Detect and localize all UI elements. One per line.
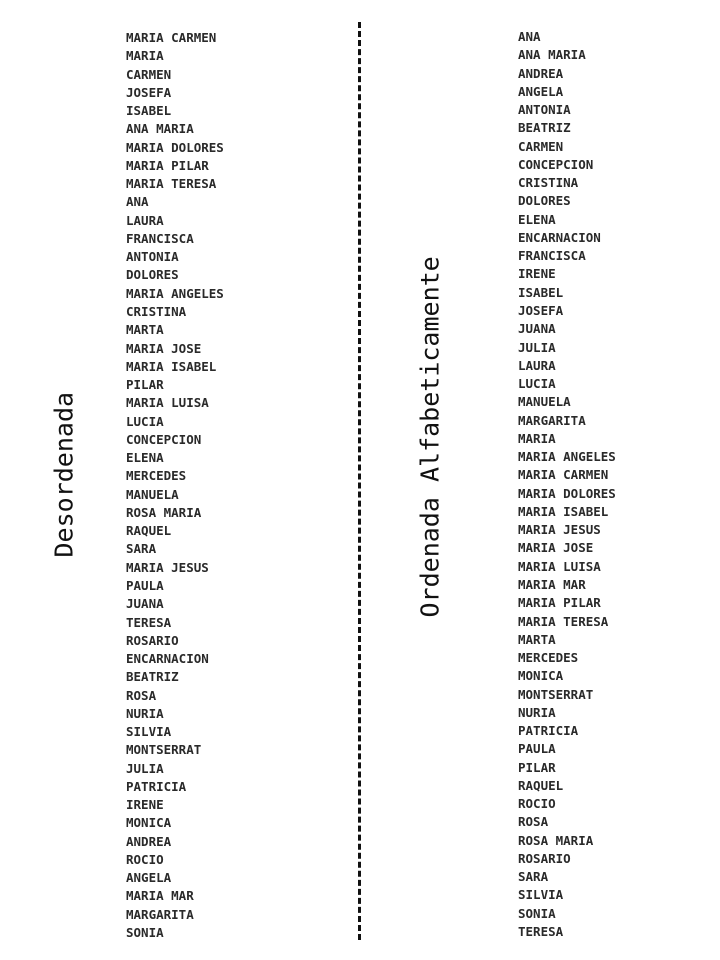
name-list-item: ANA: [126, 194, 149, 210]
name-list-item: IRENE: [518, 266, 556, 282]
name-list-item: SILVIA: [126, 724, 172, 740]
name-list-item: CARMEN: [126, 66, 172, 82]
name-list-item: ELENA: [126, 450, 164, 466]
name-list-item: ANTONIA: [126, 249, 179, 265]
name-list-item: MARIA PILAR: [126, 157, 209, 173]
name-list-item: ROSARIO: [126, 632, 179, 648]
name-list-item: SONIA: [518, 905, 556, 921]
name-list-item: MARIA ANGELES: [518, 449, 616, 465]
name-list-item: FRANCISCA: [126, 230, 194, 246]
name-list-item: MARIA ISABEL: [518, 503, 609, 519]
name-list-item: DOLORES: [126, 267, 179, 283]
name-list-item: SONIA: [126, 925, 164, 941]
name-list-item: BEATRIZ: [518, 120, 571, 136]
name-list-item: MARIA LUISA: [126, 395, 209, 411]
name-list-item: LAURA: [518, 357, 556, 373]
name-list-item: JUANA: [126, 596, 164, 612]
name-list-item: MARIA JESUS: [126, 559, 209, 575]
name-list-item: MANUELA: [126, 486, 179, 502]
name-list-item: PATRICIA: [518, 723, 579, 739]
name-list-item: ENCARNACION: [126, 651, 209, 667]
name-list-item: PATRICIA: [126, 778, 187, 794]
name-list-item: RAQUEL: [126, 523, 172, 539]
name-list-item: MARIA CARMEN: [518, 467, 609, 483]
name-list-item: MARIA DOLORES: [518, 485, 616, 501]
name-list-item: PILAR: [126, 377, 164, 393]
name-list-item: MARIA ANGELES: [126, 285, 224, 301]
name-list-item: ANDREA: [518, 65, 564, 81]
name-list-item: ROCIO: [518, 796, 556, 812]
name-list-item: ANGELA: [126, 870, 172, 886]
name-list-item: TERESA: [518, 924, 564, 940]
name-list-item: MONICA: [518, 668, 564, 684]
name-list-item: RAQUEL: [518, 777, 564, 793]
name-list-item: JUANA: [518, 321, 556, 337]
name-list-item: MONTSERRAT: [126, 742, 202, 758]
dashed-divider: [358, 22, 361, 940]
name-list-item: ISABEL: [126, 103, 172, 119]
name-list-item: JULIA: [126, 760, 164, 776]
name-list-item: ELENA: [518, 211, 556, 227]
name-list-item: MARIA JOSE: [126, 340, 202, 356]
name-list-item: LUCIA: [518, 376, 556, 392]
name-list-item: MARIA ISABEL: [126, 358, 217, 374]
name-list-item: DOLORES: [518, 193, 571, 209]
name-list-item: FRANCISCA: [518, 248, 586, 264]
name-list-item: MARIA TERESA: [518, 613, 609, 629]
name-list-item: ROSA MARIA: [126, 504, 202, 520]
name-list-item: MERCEDES: [126, 468, 187, 484]
name-list-item: ROCIO: [126, 851, 164, 867]
name-list-item: MARIA PILAR: [518, 595, 601, 611]
name-list-item: ANGELA: [518, 83, 564, 99]
name-list-item: ISABEL: [518, 284, 564, 300]
name-list-item: MARIA MAR: [518, 576, 586, 592]
name-list-item: SILVIA: [518, 887, 564, 903]
name-list-item: MARGARITA: [126, 906, 194, 922]
name-list-item: ANDREA: [126, 833, 172, 849]
name-list-item: JULIA: [518, 339, 556, 355]
name-list-item: NURIA: [126, 705, 164, 721]
name-list-item: CONCEPCION: [518, 156, 594, 172]
name-list-item: MARGARITA: [518, 412, 586, 428]
name-list-item: MARTA: [518, 631, 556, 647]
name-list-item: MARIA JESUS: [518, 522, 601, 538]
name-list-item: JOSEFA: [126, 84, 172, 100]
name-list-item: ANA MARIA: [126, 121, 194, 137]
name-list-item: MARIA: [126, 48, 164, 64]
name-list-item: CARMEN: [518, 138, 564, 154]
name-list-item: NURIA: [518, 704, 556, 720]
name-list-item: CONCEPCION: [126, 431, 202, 447]
name-list-item: PILAR: [518, 759, 556, 775]
name-list-item: SARA: [126, 541, 157, 557]
name-list-item: MONTSERRAT: [518, 686, 594, 702]
name-list-item: LAURA: [126, 212, 164, 228]
name-list-item: TERESA: [126, 614, 172, 630]
name-list-item: ANTONIA: [518, 102, 571, 118]
name-list-item: MARIA LUISA: [518, 558, 601, 574]
name-list-item: PAULA: [126, 577, 164, 593]
name-list-item: MARIA JOSE: [518, 540, 594, 556]
unsorted-label: Desordenada: [49, 391, 79, 558]
name-list-item: ANA: [518, 29, 541, 44]
name-list-item: MANUELA: [518, 394, 571, 410]
name-list-item: MONICA: [126, 815, 172, 831]
name-list-item: ROSA: [518, 814, 549, 830]
name-list-item: MARIA MAR: [126, 888, 194, 904]
name-list-item: LUCIA: [126, 413, 164, 429]
name-list-item: ROSARIO: [518, 850, 571, 866]
name-list-item: MARIA DOLORES: [126, 139, 224, 155]
name-list-item: ROSA: [126, 687, 157, 703]
name-list-item: SARA: [518, 869, 549, 885]
name-list-item: CRISTINA: [518, 175, 579, 191]
name-list-item: ANA MARIA: [518, 47, 586, 63]
name-list-item: CRISTINA: [126, 303, 187, 319]
name-list-item: ENCARNACION: [518, 229, 601, 245]
name-list-item: MARTA: [126, 322, 164, 338]
name-list-item: PAULA: [518, 741, 556, 757]
name-list-item: MARIA CARMEN: [126, 30, 217, 45]
name-list-item: JOSEFA: [518, 302, 564, 318]
name-list-item: MERCEDES: [518, 650, 579, 666]
sorted-name-list: [518, 28, 616, 941]
name-list-item: BEATRIZ: [126, 669, 179, 685]
sorted-label: Ordenada Alfabeticamente: [415, 256, 445, 618]
name-list-item: IRENE: [126, 797, 164, 813]
name-list-item: MARIA: [518, 430, 556, 446]
unsorted-name-list: [126, 29, 224, 942]
name-list-item: ROSA MARIA: [518, 832, 594, 848]
name-list-item: MARIA TERESA: [126, 176, 217, 192]
